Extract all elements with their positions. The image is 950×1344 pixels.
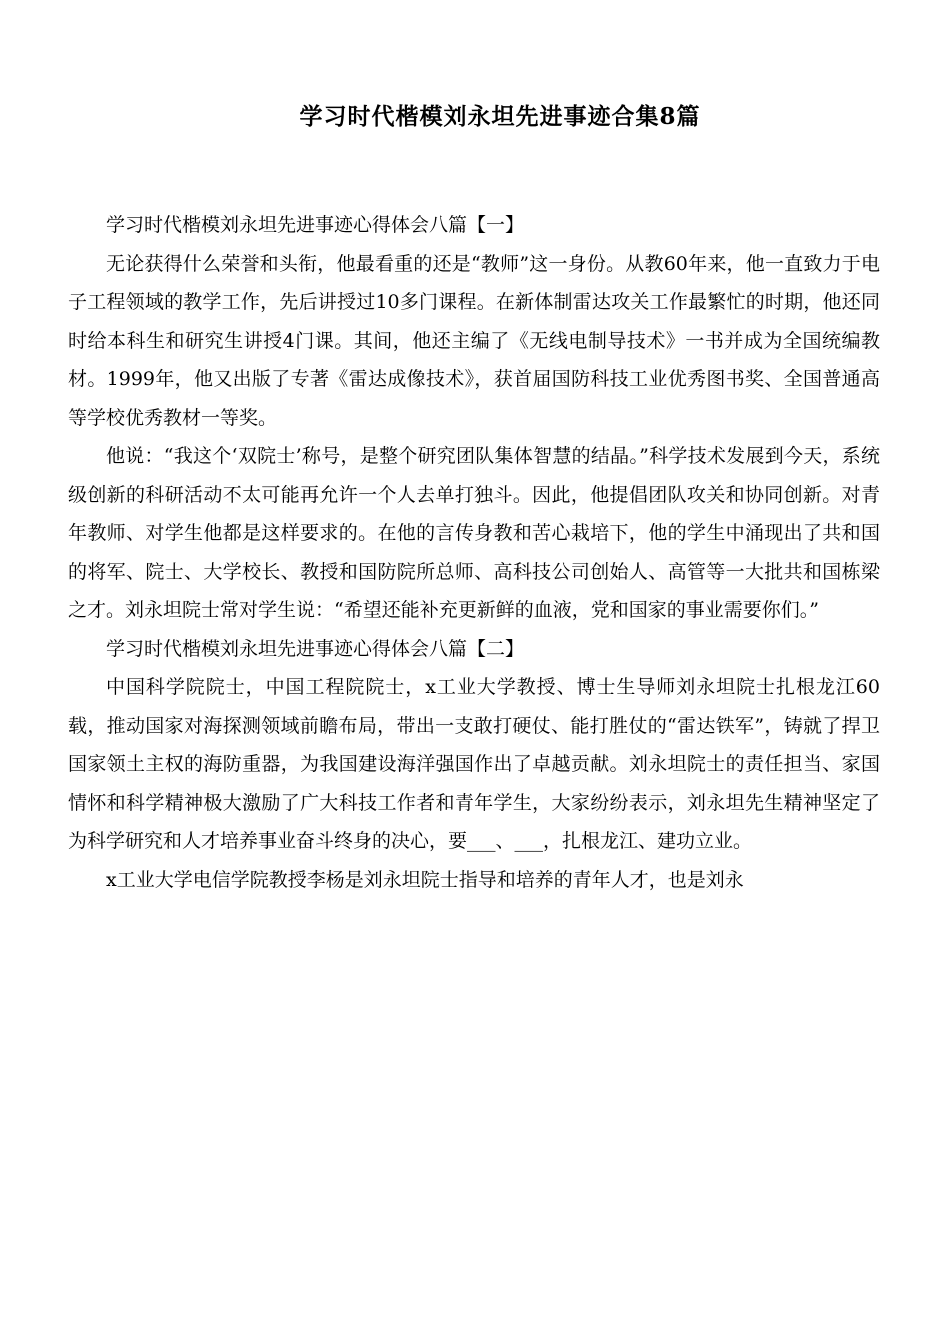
paragraph: x工业大学电信学院教授李杨是刘永坦院士指导和培养的青年人才，也是刘永 (106, 868, 744, 891)
section-heading: 学习时代楷模刘永坦先进事迹心得体会八篇【二】 (106, 637, 525, 660)
section-heading: 学习时代楷模刘永坦先进事迹心得体会八篇【一】 (106, 214, 525, 236)
paragraph: 无论获得什么荣誉和头衔，他最看重的还是“教师”这一身份。从教60年来，他一直致力于电子工程领域的教学工作，先后讲授过10多门课程。在新体制雷达攻关工作最繁忙的时期，他还同时给本科生和研究生讲授4门课。其间，他还主编了《无线电制导技术》一书并成为全国统编教材。1999年，他又出版了专著《雷达成像技术》，获首届国防科技工业优秀图书奖、全国普通高等学校优秀教材一等奖。 (68, 252, 880, 429)
paragraph: 他说：“我这个‘双院士’称号，是整个研究团队集体智慧的结晶。”科学技术发展到今天，系统级创新的科研活动不太可能再允许一个人去单打独斗。因此，他提倡团队攻关和协同创新。对青年教师、对学生他都是这样要求的。在他的言传身教和苦心栽培下，他的学生中涌现出了共和国的将军、院士、大学校长、教授和国防院所总师、高科技公司创始人、高管等一大批共和国栋梁之才。刘永坦院士常对学生说：“希望还能补充更新鲜的血液，党和国家的事业需要你们。” (68, 445, 880, 621)
document-title: 学习时代楷模刘永坦先进事迹合集8篇 (299, 103, 701, 130)
paragraph: 中国科学院院士，中国工程院院士，x工业大学教授、博士生导师刘永坦院士扎根龙江60载，推动国家对海探测领域前瞻布局，带出一支敢打硬仗、能打胜仗的“雷达铁军”，铸就了捍卫国家领土主权的海防重器，为我国建设海洋强国作出了卓越贡献。刘永坦院士的责任担当、家国情怀和科学精神极大激励了广大科技工作者和青年学生，大家纷纷表示，刘永坦先生精神坚定了为科学研究和人才培养事业奋斗终身的决心，要___、___，扎根龙江、建功立业。 (68, 676, 880, 852)
document-body (68, 206, 880, 899)
